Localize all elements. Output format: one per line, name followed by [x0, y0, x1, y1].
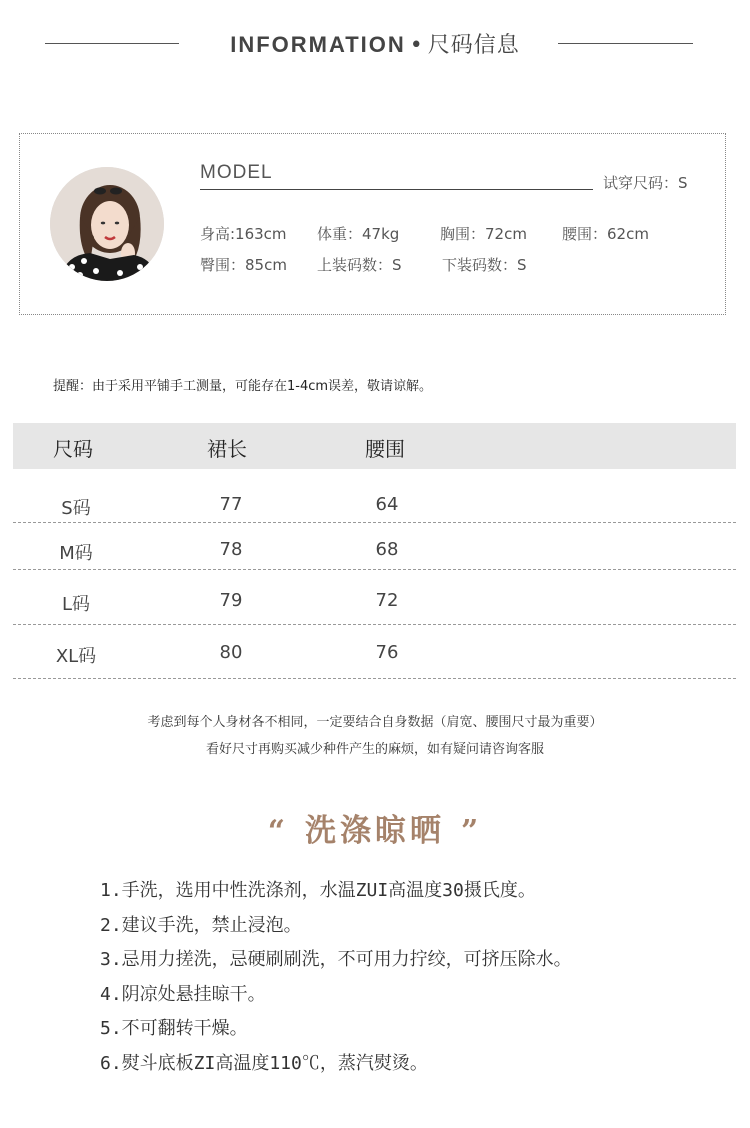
- model-card: [19, 133, 726, 315]
- care-item: 4.阴凉处悬挂晾干。: [100, 984, 266, 1005]
- size-tip-line-2: 看好尺寸再购买减少种件产生的麻烦，如有疑问请咨询客服: [205, 742, 544, 757]
- stat-bust: 胸围：72cm: [440, 225, 527, 243]
- care-item: 6.熨斗底板ZI高温度110℃，蒸汽熨烫。: [100, 1053, 428, 1074]
- stat-bottom-size: 下装码数：S: [442, 256, 527, 274]
- cell-length: 80: [219, 642, 243, 663]
- cell-size: S码: [61, 498, 91, 519]
- cell-size: L码: [61, 594, 91, 615]
- open-quote: “: [267, 814, 289, 849]
- cell-size: M码: [59, 543, 93, 564]
- stat-height: 身高:163cm: [200, 225, 287, 243]
- section-title: [0, 28, 750, 59]
- cell-waist: 76: [375, 642, 399, 663]
- cell-length: 79: [219, 590, 243, 611]
- close-quote: ”: [461, 814, 483, 849]
- cell-waist: 68: [375, 539, 399, 560]
- care-title: [0, 805, 750, 850]
- cell-waist: 64: [375, 494, 399, 515]
- stat-weight: 体重：47kg: [317, 225, 400, 243]
- measurement-note: 提醒：由于采用平铺手工测量，可能存在1-4cm误差，敬请谅解。: [53, 379, 433, 394]
- header-size: 尺码: [53, 437, 93, 461]
- model-underline: [200, 189, 593, 190]
- cell-length: 78: [219, 539, 243, 560]
- try-size: 试穿尺码：S: [603, 174, 688, 192]
- stat-waist: 腰围：62cm: [562, 225, 649, 243]
- cell-length: 77: [219, 494, 243, 515]
- care-item: 3.忌用力搓洗，忌硬刷刷洗，不可用力拧绞，可挤压除水。: [100, 949, 572, 970]
- section-title-en: INFORMATION: [230, 32, 406, 57]
- row-divider: [13, 624, 736, 625]
- row-divider: [13, 569, 736, 570]
- care-title-text: 洗涤晾晒: [305, 813, 445, 849]
- cell-waist: 72: [375, 590, 399, 611]
- model-label: MODEL: [200, 162, 273, 183]
- stat-hip: 臀围：85cm: [200, 256, 287, 274]
- care-item: 5.不可翻转干燥。: [100, 1018, 248, 1039]
- cell-size: XL码: [55, 646, 97, 667]
- care-item: 1.手洗，选用中性洗涤剂，水温ZUI高温度30摄氏度。: [100, 880, 536, 901]
- stat-top-size: 上装码数：S: [317, 256, 402, 274]
- header-waist: 腰围: [365, 437, 405, 461]
- row-divider: [13, 522, 736, 523]
- care-item: 2.建议手洗，禁止浸泡。: [100, 915, 302, 936]
- row-divider: [13, 678, 736, 679]
- model-avatar: [50, 167, 164, 281]
- size-table-header: [13, 423, 736, 469]
- header-length: 裙长: [207, 437, 247, 461]
- section-title-cn: 尺码信息: [427, 33, 520, 58]
- title-separator: •: [409, 33, 424, 58]
- size-tip-line-1: 考虑到每个人身材各不相同，一定要结合自身数据（肩宽、腰围尺寸最为重要）: [147, 715, 603, 730]
